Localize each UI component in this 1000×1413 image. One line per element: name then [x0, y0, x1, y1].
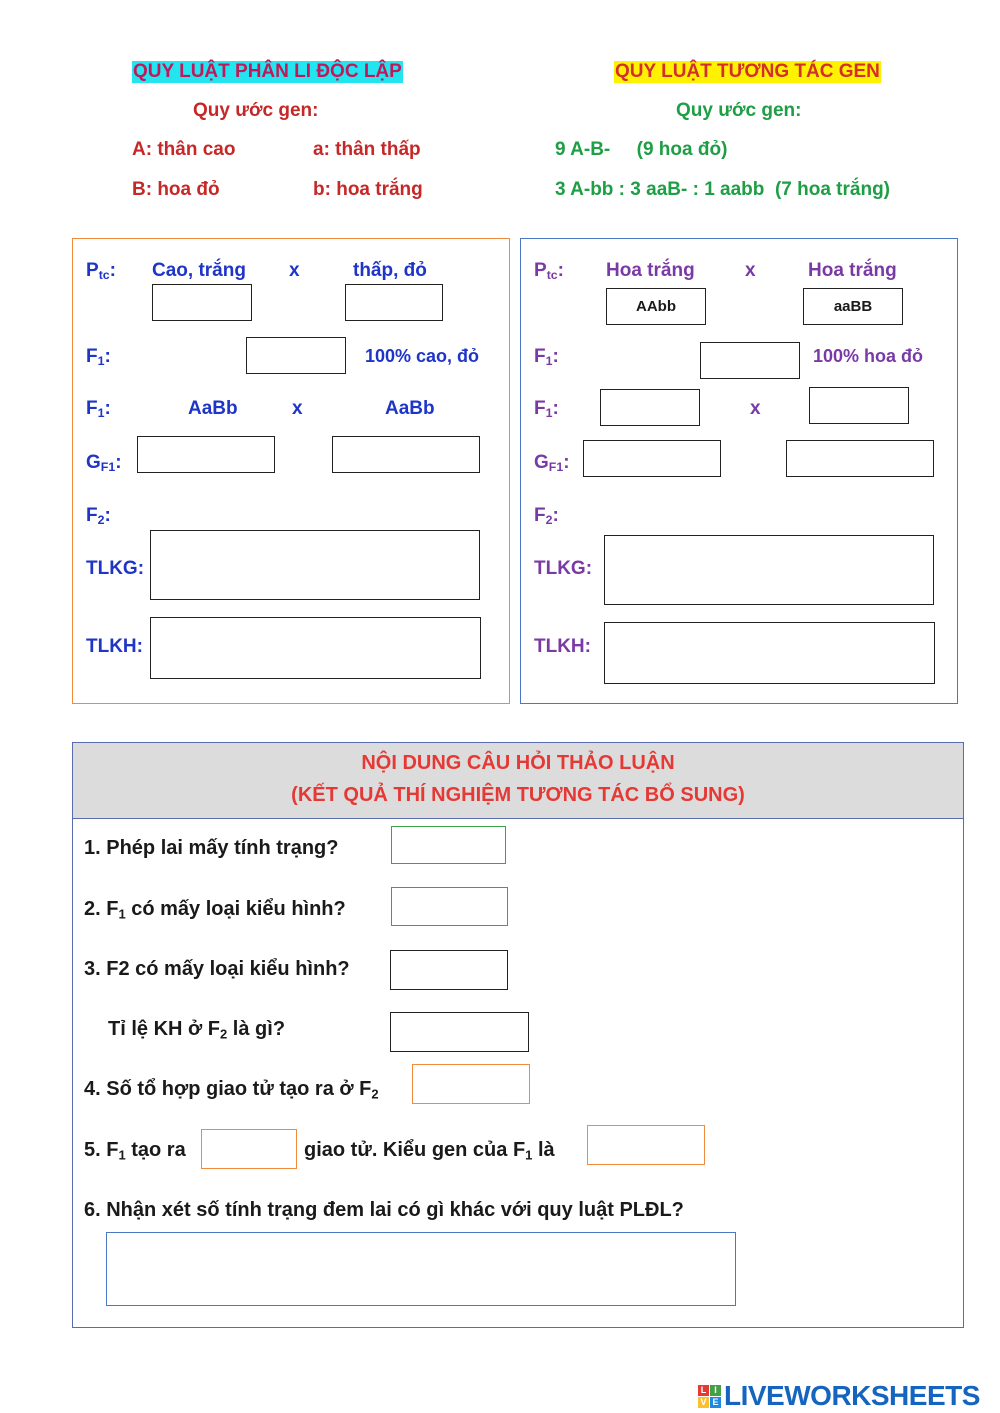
question-3b: Tỉ lệ KH ở $F_2$ là gì? — [108, 1018, 286, 1042]
right-tlkh-label: TLKH: — [534, 636, 591, 657]
right-f2-label: $F_2$: — [534, 505, 559, 528]
right-parent2: Hoa trắng — [808, 260, 897, 281]
liveworksheets-logo-icon: L I V E — [698, 1385, 721, 1408]
question-3: 3. F2 có mấy loại kiểu hình? — [84, 958, 350, 980]
right-genotype2-box — [803, 288, 903, 325]
interaction-ratio-1: 9 A-B- (9 hoa đỏ) — [555, 139, 728, 160]
left-f1-cross-2: AaBb — [385, 398, 435, 419]
right-tlkh-box[interactable] — [604, 622, 935, 684]
right-gf1-box-2[interactable] — [786, 440, 934, 477]
right-genotype1: AAbb — [636, 298, 676, 315]
answer-1-box[interactable] — [391, 826, 506, 864]
left-parent2-genotype-box[interactable] — [345, 284, 443, 321]
right-f1-cross-label: $F_1$: — [534, 398, 559, 421]
left-gf1-box-2[interactable] — [332, 436, 480, 473]
right-f1-cross-sign: x — [750, 398, 761, 419]
answer-3b-box[interactable] — [390, 1012, 529, 1052]
question-6: 6. Nhận xét số tính trạng đem lai có gì khác với quy luật PLĐL? — [84, 1199, 684, 1221]
left-parent1: Cao, trắng — [152, 260, 246, 281]
left-tlkg-label: TLKG: — [86, 558, 145, 579]
left-parent1-genotype-box[interactable] — [152, 284, 252, 321]
question-2: 2. $F_1$ có mấy loại kiểu hình? — [84, 898, 346, 922]
question-5-part1: 5. $F_1$ tạo ra — [84, 1139, 186, 1163]
right-tlkg-box[interactable] — [604, 535, 934, 605]
right-title: QUY LUẬT TƯƠNG TÁC GEN — [615, 61, 880, 82]
gene-b: b: hoa trắng — [313, 179, 423, 200]
question-4: 4. Số tổ hợp giao tử tạo ra ở $F_2$ — [84, 1078, 379, 1102]
left-gf1-label: $G_{F1}$: — [86, 452, 122, 475]
left-tlkg-box[interactable] — [150, 530, 480, 600]
question-5-part2: giao tử. Kiểu gen của $F_1$ là — [304, 1139, 555, 1163]
right-f1-result: 100% hoa đỏ — [813, 346, 924, 366]
left-f1-cross-label: $F_1$: — [86, 398, 111, 421]
answer-2-box[interactable] — [391, 887, 508, 926]
gene-a: a: thân thấp — [313, 139, 421, 160]
question-1: 1. Phép lai mấy tính trạng? — [84, 837, 339, 859]
interaction-ratio-2: 3 A-bb : 3 aaB- : 1 aabb (7 hoa trắng) — [555, 179, 891, 200]
right-tlkg-label: TLKG: — [534, 558, 593, 579]
left-f1-cross-1: AaBb — [188, 398, 238, 419]
right-ptc-label: $P_{tc}$: — [534, 260, 564, 283]
right-convention-label: Quy ước gen: — [676, 100, 802, 121]
right-gf1-label: $G_{F1}$: — [534, 452, 570, 475]
right-parent1: Hoa trắng — [606, 260, 695, 281]
right-f1-cross-box-1[interactable] — [600, 389, 700, 426]
left-parent2: thấp, đỏ — [353, 260, 427, 281]
discussion-title-line2: (KẾT QUẢ THÍ NGHIỆM TƯƠNG TÁC BỔ SUNG) — [291, 784, 745, 806]
right-f1-genotype-box[interactable] — [700, 342, 800, 379]
right-cross-sign: x — [745, 260, 756, 281]
answer-5a-box[interactable] — [201, 1129, 297, 1169]
left-gf1-box-1[interactable] — [137, 436, 275, 473]
answer-4-box[interactable] — [412, 1064, 530, 1104]
liveworksheets-logo — [698, 1380, 980, 1412]
answer-6-box[interactable] — [106, 1232, 736, 1306]
left-f2-label: $F_2$: — [86, 505, 111, 528]
left-title: QUY LUẬT PHÂN LI ĐỘC LẬP — [133, 61, 402, 82]
right-genotype1-box — [606, 288, 706, 325]
right-f1-cross-box-2[interactable] — [809, 387, 909, 424]
discussion-title-line1: NỘI DUNG CÂU HỎI THẢO LUẬN — [361, 752, 675, 774]
left-tlkh-box[interactable] — [150, 617, 481, 679]
left-cross-sign: x — [289, 260, 300, 281]
liveworksheets-brand: LIVEWORKSHEETS — [724, 1380, 980, 1411]
left-f1-cross-sign: x — [292, 398, 303, 419]
left-convention-label: Quy ước gen: — [193, 100, 319, 121]
gene-B: B: hoa đỏ — [132, 179, 220, 200]
left-f1-genotype-box[interactable] — [246, 337, 346, 374]
left-ptc-label: $P_{tc}$: — [86, 260, 116, 283]
right-genotype2: aaBB — [833, 298, 873, 315]
right-gf1-box-1[interactable] — [583, 440, 721, 477]
answer-3-box[interactable] — [390, 950, 508, 990]
left-tlkh-label: TLKH: — [86, 636, 143, 657]
answer-5b-box[interactable] — [587, 1125, 705, 1165]
gene-A: A: thân cao — [132, 139, 236, 160]
left-f1-label: $F_1$: — [86, 346, 111, 369]
left-f1-result: 100% cao, đỏ — [365, 346, 480, 366]
right-f1-label: $F_1$: — [534, 346, 559, 369]
